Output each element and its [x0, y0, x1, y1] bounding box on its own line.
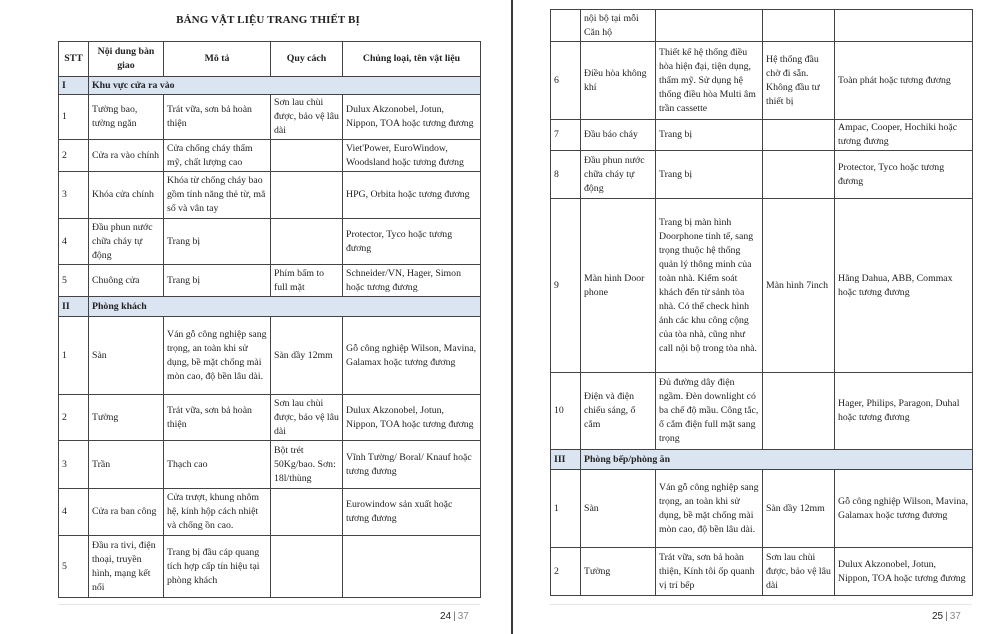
row-stt: 1: [59, 317, 89, 395]
table-row: [59, 489, 481, 536]
row-stt: 9: [551, 199, 581, 373]
header-description: Mô tả: [164, 42, 271, 77]
row-brand: Dulux Akzonobel, Jotun, Nippon, TOA hoặc tương đương: [343, 95, 481, 140]
page-current: 25: [932, 611, 944, 622]
table-row: [59, 219, 481, 265]
page-separator: |: [453, 611, 456, 622]
row-description: [656, 10, 763, 42]
row-brand: Viet'Power, EuroWindow, Woodsland hoặc tương đương: [343, 140, 481, 172]
row-brand: Protector, Tyco hoặc tương đương: [835, 151, 973, 199]
row-brand: Toàn phát hoặc tương đương: [835, 42, 973, 120]
section-row-2: [59, 297, 481, 317]
page-number: [932, 611, 961, 622]
page-current: 24: [440, 611, 452, 622]
row-item: Cửa ra vào chính: [89, 140, 164, 172]
header-brand: Chủng loại, tên vật liệu: [343, 42, 481, 77]
row-stt: 2: [551, 548, 581, 596]
section-row-1: [59, 77, 481, 95]
footer-rule: [550, 604, 972, 605]
row-item: Khóa cửa chính: [89, 172, 164, 219]
row-stt: 2: [59, 140, 89, 172]
row-description: Trát vữa, sơn bả hoàn thiện: [164, 95, 271, 140]
row-description: Cửa trượt, khung nhôm hệ, kính hộp cách nhiệt và chống ồn cao.: [164, 489, 271, 536]
row-description: Trang bị: [656, 120, 763, 151]
section-row-3: [551, 450, 973, 470]
row-description: Ván gỗ công nghiệp sang trọng, an toàn khi sử dụng, bề mặt chống mài mòn cao, độ bền lâu dài.: [164, 317, 271, 395]
row-spec: [763, 120, 835, 151]
table-row: [551, 42, 973, 120]
row-description: Trang bị: [164, 265, 271, 297]
section-number: II: [59, 297, 89, 317]
row-spec: Sàn dầy 12mm: [271, 317, 343, 395]
row-item: Tường: [89, 395, 164, 441]
row-stt: 1: [551, 470, 581, 548]
row-item: Tường: [581, 548, 656, 596]
table-row: [551, 199, 973, 373]
section-number: I: [59, 77, 89, 95]
row-stt: 1: [59, 95, 89, 140]
row-description: Thạch cao: [164, 441, 271, 489]
row-item: nội bộ tại mỗi Căn hộ: [581, 10, 656, 42]
row-spec: Màn hình 7inch: [763, 199, 835, 373]
row-spec: Sàn dầy 12mm: [763, 470, 835, 548]
table-row-continued: [551, 10, 973, 42]
row-spec: Hệ thống đầu chờ đi sẵn. Không đầu tư thiết bị: [763, 42, 835, 120]
row-stt: 3: [59, 441, 89, 489]
row-stt: 5: [59, 536, 89, 598]
table-row: [59, 536, 481, 598]
row-description: Trát vữa, sơn bả hoàn thiện: [164, 395, 271, 441]
table-row: [59, 172, 481, 219]
row-brand: Hager, Philips, Paragon, Duhal hoặc tương đương: [835, 373, 973, 450]
row-spec: Sơn lau chùi được, bảo vệ lâu dài: [271, 395, 343, 441]
table-row: [59, 265, 481, 297]
table-row: [551, 470, 973, 548]
row-brand: Gỗ công nghiệp Wilson, Mavina, Galamax hoặc tương đương: [835, 470, 973, 548]
row-brand: [835, 10, 973, 42]
row-stt: [551, 10, 581, 42]
row-spec: [271, 140, 343, 172]
table-row: [59, 317, 481, 395]
row-spec: [763, 10, 835, 42]
row-spec: [271, 536, 343, 598]
row-spec: [271, 219, 343, 265]
page-total: 37: [457, 611, 469, 622]
section-number: III: [551, 450, 581, 470]
table-row: [551, 548, 973, 596]
row-brand: Vĩnh Tường/ Boral/ Knauf hoặc tương đương: [343, 441, 481, 489]
document-title: BẢNG VẬT LIỆU TRANG THIẾT BỊ: [176, 14, 360, 26]
row-item: Sàn: [89, 317, 164, 395]
row-item: Cửa ra ban công: [89, 489, 164, 536]
row-description: Khóa từ chống cháy bao gồm tính năng thẻ từ, mã số và vân tay: [164, 172, 271, 219]
row-item: Đầu phun nước chữa cháy tự động: [581, 151, 656, 199]
row-description: Ván gỗ công nghiệp sang trọng, an toàn khi sử dụng, bề mặt chống mài mòn cao, độ bền lâu dài.: [656, 470, 763, 548]
row-item: Màn hình Door phone: [581, 199, 656, 373]
row-stt: 8: [551, 151, 581, 199]
row-brand: Ampac, Cooper, Hochiki hoặc tương đương: [835, 120, 973, 151]
row-stt: 5: [59, 265, 89, 297]
row-brand: Schneider/VN, Hager, Simon hoặc tương đương: [343, 265, 481, 297]
row-description: Đủ đường dây điện ngầm. Đèn downlight có ba chế độ mầu. Công tắc, ổ cắm điện full mặt sang trọng: [656, 373, 763, 450]
row-brand: Eurowindow sản xuất hoặc tương đương: [343, 489, 481, 536]
row-item: Trần: [89, 441, 164, 489]
row-spec: Sơn lau chùi được, bảo vệ lâu dài: [763, 548, 835, 596]
section-title: Khu vực cửa ra vào: [89, 77, 481, 95]
row-stt: 7: [551, 120, 581, 151]
page-divider: [511, 0, 513, 634]
section-title: Phòng bếp/phòng ăn: [581, 450, 973, 470]
page-separator: |: [945, 611, 948, 622]
row-stt: 4: [59, 219, 89, 265]
row-spec: [763, 151, 835, 199]
row-item: Đầu phun nước chữa cháy tự động: [89, 219, 164, 265]
row-item: Tường bao, tường ngăn: [89, 95, 164, 140]
page-number: [440, 611, 469, 622]
row-item: Sàn: [581, 470, 656, 548]
table-row: [59, 95, 481, 140]
row-brand: [343, 536, 481, 598]
row-brand: HPG, Orbita hoặc tương đương: [343, 172, 481, 219]
footer-rule: [58, 604, 480, 605]
table-row: [551, 120, 973, 151]
row-description: Trang bị: [656, 151, 763, 199]
section-title: Phòng khách: [89, 297, 481, 317]
row-stt: 4: [59, 489, 89, 536]
row-spec: [763, 373, 835, 450]
row-stt: 10: [551, 373, 581, 450]
row-item: Đầu báo cháy: [581, 120, 656, 151]
row-spec: Phím bấm to full mặt: [271, 265, 343, 297]
row-description: Trang bị: [164, 219, 271, 265]
table-row: [59, 140, 481, 172]
row-stt: 6: [551, 42, 581, 120]
header-stt: STT: [59, 42, 89, 77]
row-item: Chuông cửa: [89, 265, 164, 297]
row-brand: Gỗ công nghiệp Wilson, Mavina, Galamax hoặc tương đương: [343, 317, 481, 395]
row-brand: Dulux Akzonobel, Jotun, Nippon, TOA hoặc tương đương: [343, 395, 481, 441]
row-spec: [271, 172, 343, 219]
header-content: Nội dung bàn giao: [89, 42, 164, 77]
row-brand: Protector, Tyco hoặc tương đương: [343, 219, 481, 265]
row-brand: Hãng Dahua, ABB, Commax hoặc tương đương: [835, 199, 973, 373]
row-description: Trang bị đầu cáp quang tích hợp cấp tín hiệu tại phòng khách: [164, 536, 271, 598]
row-description: Trát vữa, sơn bả hoàn thiện, Kính tôi ốp quanh vị trí bếp: [656, 548, 763, 596]
row-item: Điều hòa không khí: [581, 42, 656, 120]
table-row: [551, 373, 973, 450]
row-spec: Sơn lau chùi được, bảo vệ lâu dài: [271, 95, 343, 140]
table-row: [551, 151, 973, 199]
row-stt: 2: [59, 395, 89, 441]
row-stt: 3: [59, 172, 89, 219]
row-description: Cửa chống cháy thẩm mỹ, chất lượng cao: [164, 140, 271, 172]
row-description: Trang bị màn hình Doorphone tinh tế, sang trọng thuộc hệ thống quản lý thông minh của toàn nhà. Kiểm soát khách đến từ sảnh tòa nhà. Có thể check hình ảnh các khu công cộng của tòa nhà, cũng như call nội bộ trong tòa nhà.: [656, 199, 763, 373]
row-item: Đầu ra tivi, điện thoại, truyền hình, mạng kết nối: [89, 536, 164, 598]
row-description: Thiết kế hệ thống điều hòa hiện đại, tiện dụng, thẩm mỹ. Sử dụng hệ thống điều hòa Multi âm trần cassette: [656, 42, 763, 120]
page-25: [514, 0, 1000, 634]
materials-table-right: [550, 9, 973, 596]
row-item: Điện và điện chiếu sáng, ổ cắm: [581, 373, 656, 450]
header-spec: Quy cách: [271, 42, 343, 77]
row-spec: Bột trét 50Kg/bao. Sơn: 18l/thùng: [271, 441, 343, 489]
row-brand: Dulux Akzonobel, Jotun, Nippon, TOA hoặc tương đương: [835, 548, 973, 596]
page-total: 37: [949, 611, 961, 622]
row-spec: [271, 489, 343, 536]
materials-table-left: [58, 41, 481, 598]
table-row: [59, 395, 481, 441]
table-header-row: [59, 42, 481, 77]
table-row: [59, 441, 481, 489]
